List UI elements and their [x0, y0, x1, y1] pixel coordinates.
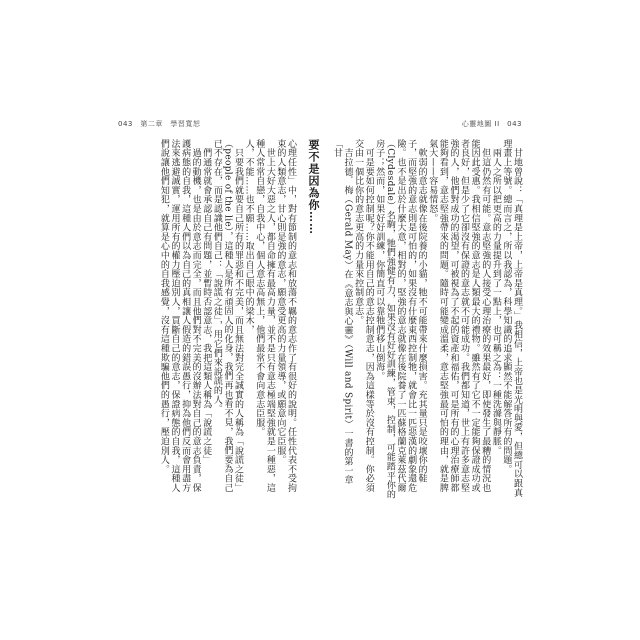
paragraph: 心理任性」中，對有節制的意志和放蕩不羈的意志作了有很好的說明。任性代表不受拘束的人類意志，甘心則是強的意志，願意受更高的力量領導，或願意向它臣服。 [275, 139, 296, 493]
paragraph: 只要我們就要自己所有的罪惡和不完美，而且無法對完全誠實的人稱為「說謊之徒」（people of the lie），這種人是所有頑固人的化身，我們再也看不見，我們要為自己已不存在，而是認識他們自己：「說謊之徒」，用它們來說謊的人。 [211, 139, 244, 493]
paragraph: 可是要如何控制呢？你不能用自己的意志控制意志，因為這樣等於沒有控制。你必須交由一個比你的意志更高的力量來控制意志。 [353, 139, 374, 493]
section-heading: 要不是因為你…… [307, 139, 320, 235]
right-page-header: 心靈地圖 II 043 [461, 120, 522, 128]
paragraph: 但這仍然有可能。意志堅強的人接受心理治療的效果最好，即使發生了最糟的情況也能因此受惠。我相信堅強的意志是人類最大的禮物。雖然有了它不一定能夠保證成功或者良好，但是少了它卻沒有保證的意志就不可能成功。我們都知道，世上有許多意志堅強的人，他們對成功的渴望，可被視為了不起的資產和福佑，可是所有的心理治療師都能夠看到，意志堅強帶來的問題。隨時可能變成溫柔，意志堅強最可怕的理由，就是脾氣大——容易情怒。 [427, 139, 491, 493]
left-page-body [118, 139, 296, 499]
paragraph: 世上大好大惡之人，都自命擁有最高力量，並不是只有意志極端堅強就是一種惡，這種人常常自戀，自我中心，個人意志高無上，他們最常不會向意志臣服。 [254, 139, 275, 493]
paragraph: 吉拉德．梅（Gerald May）在《意志與心靈》（Will and Spirit）一書的第一章「甘 [331, 139, 353, 485]
paragraph: 們通常就會承認自己有問題，並暫時否認意志，我把這類人稱為「說謊之徒」 [201, 148, 212, 465]
paragraph: 軟弱的意志就像在後院養的小貓，牠不可能帶來什麼損害。充其量只是咬壞你的鞋子，而堅強的意志則是可怕的，如果沒有什麼東西控制牠，就會比一匹惡漢的劇象還危險。也不是出於什麼大意，相對的，堅強的意志就像在後院養了一匹蘇格蘭克萊茲代爾（Clydesdale）名駒，牠們強健有力，如果沒有好好訓練，管束，控制，可能踏平你的房子；然而，如果好好訓練，你簡直可以靠牠們移山倒海。 [374, 139, 427, 499]
paragraph: 過的動機，也是由於意志而完全，而且他們對不完美的沒辦法對自己的意志負責，保護病態的自我，這種人們以為自己的真相讓人假造的錯誤愚行，抑為他們反而會用盡方法來逃避誠實，運用所有的權力壓迫別人，買斷自己的意志，保證病態的自我，這種人們說讓他們知犯，就算是心中的自我感覺，沒有這種欺騙他們的愚行，壓迫別人。 [158, 139, 201, 493]
right-page-body [331, 139, 522, 499]
paragraph: 兩人之所以把更高的力量提升到了一點上，也可稱之為：一種洗滌與靜脈。 [490, 148, 501, 456]
left-page-header: 043 第二章 學習寬恕 [118, 120, 201, 128]
paragraph: 甘地曾說：「真理是上帝，上帝是真理。」我相信，上帝也是光明與愛，但總可以跟真理畫上等號。總而言之，所以我認為，科學知識的追求顯然不能解答所有的問題。 [501, 139, 522, 498]
paragraph: 人，不能……也不願……取出自己眼中的梁木， [243, 139, 254, 335]
